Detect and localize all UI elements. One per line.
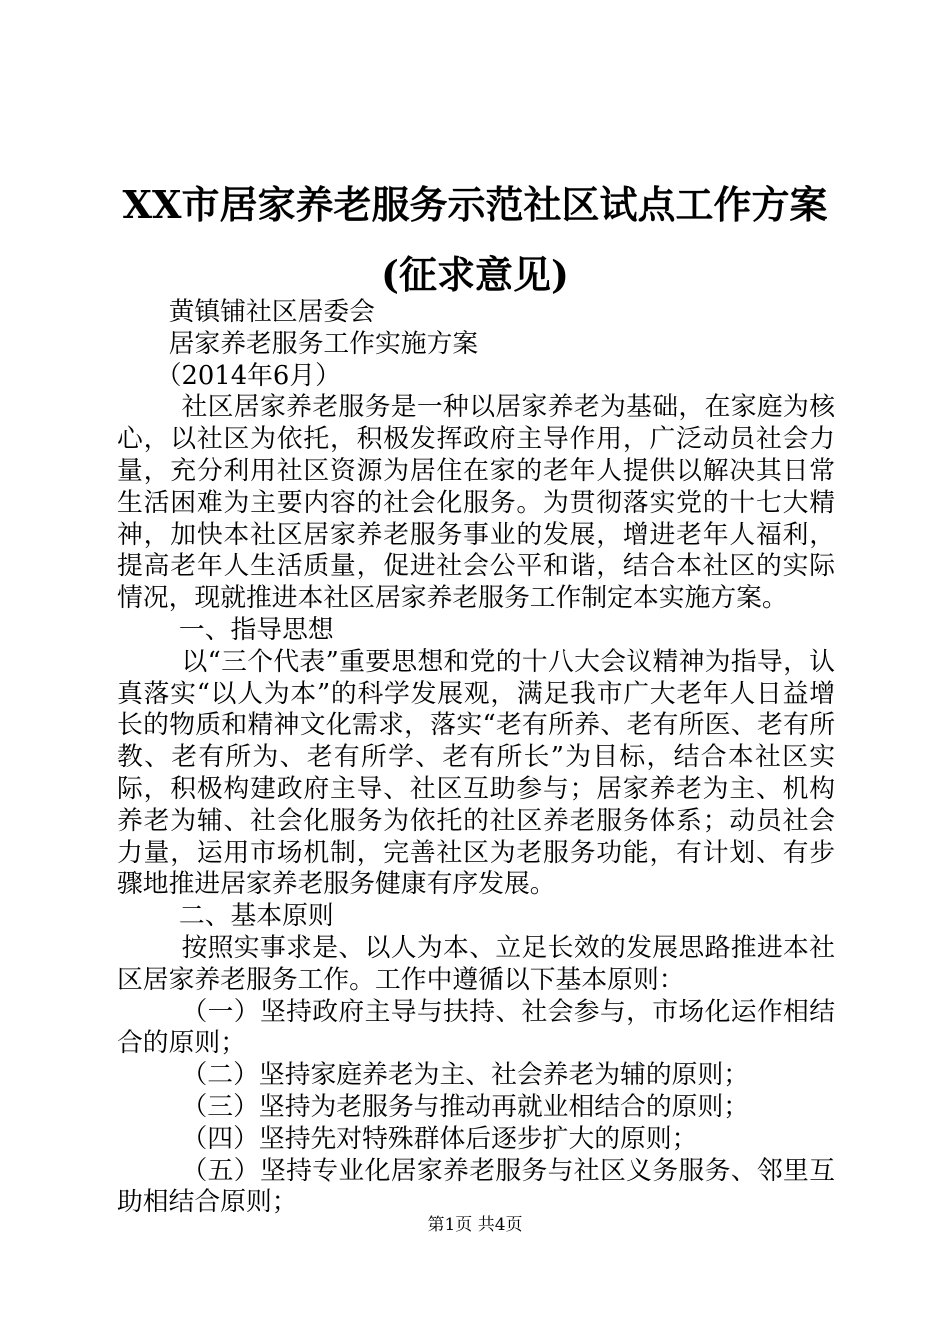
- principles-intro-paragraph: 按照实事求是、以人为本、立足长效的发展思路推进本社区居家养老服务工作。工作中遵循以下基本原则：: [117, 932, 835, 995]
- plan-subtitle: 居家养老服务工作实施方案: [168, 328, 479, 359]
- principle-item-5: （五）坚持专业化居家养老服务与社区义务服务、邻里互助相结合原则；: [117, 1155, 835, 1218]
- document-title: XX市居家养老服务示范社区试点工作方案(征求意见): [122, 182, 828, 297]
- section-heading-1: 一、指导思想: [178, 614, 334, 645]
- principle-item-4: （四）坚持先对特殊群体后逐步扩大的原则；: [181, 1123, 698, 1154]
- date-line: （2014年6月）: [155, 360, 341, 391]
- principle-item-3: （三）坚持为老服务与推动再就业相结合的原则；: [181, 1091, 750, 1122]
- document-body: [117, 297, 835, 1219]
- guiding-thought-paragraph: 以“三个代表”重要思想和党的十八大会议精神为指导，认真落实“以人为本”的科学发展观，满足我市广大老年人日益增长的物质和精神文化需求，落实“老有所养、老有所医、老有所教、老有所为、老有所学、老有所长”为目标，结合本社区实际，积极构建政府主导、社区互助参与；居家养老为主、机构养老为辅、社会化服务为依托的社区养老服务体系；动员社会力量，运用市场机制，完善社区为老服务功能，有计划、有步骤地推进居家养老服务健康有序发展。: [117, 646, 835, 900]
- principle-item-2: （二）坚持家庭养老为主、社会养老为辅的原则；: [181, 1060, 750, 1091]
- page-footer: 第1页 共4页: [427, 1215, 523, 1235]
- section-heading-2: 二、基本原则: [178, 901, 334, 932]
- intro-paragraph: 社区居家养老服务是一种以居家养老为基础，在家庭为核心，以社区为依托，积极发挥政府主导作用，广泛动员社会力量，充分利用社区资源为居住在家的老年人提供以解决其日常生活困难为主要内容的社会化服务。为贯彻落实党的十七大精神，加快本社区居家养老服务事业的发展，增进老年人福利，提高老年人生活质量，促进社会公平和谐，结合本社区的实际情况，现就推进本社区居家养老服务工作制定本实施方案。: [117, 392, 835, 614]
- committee-line: 黄镇铺社区居委会: [168, 297, 375, 327]
- principle-item-1: （一）坚持政府主导与扶持、社会参与，市场化运作相结合的原则；: [117, 996, 835, 1059]
